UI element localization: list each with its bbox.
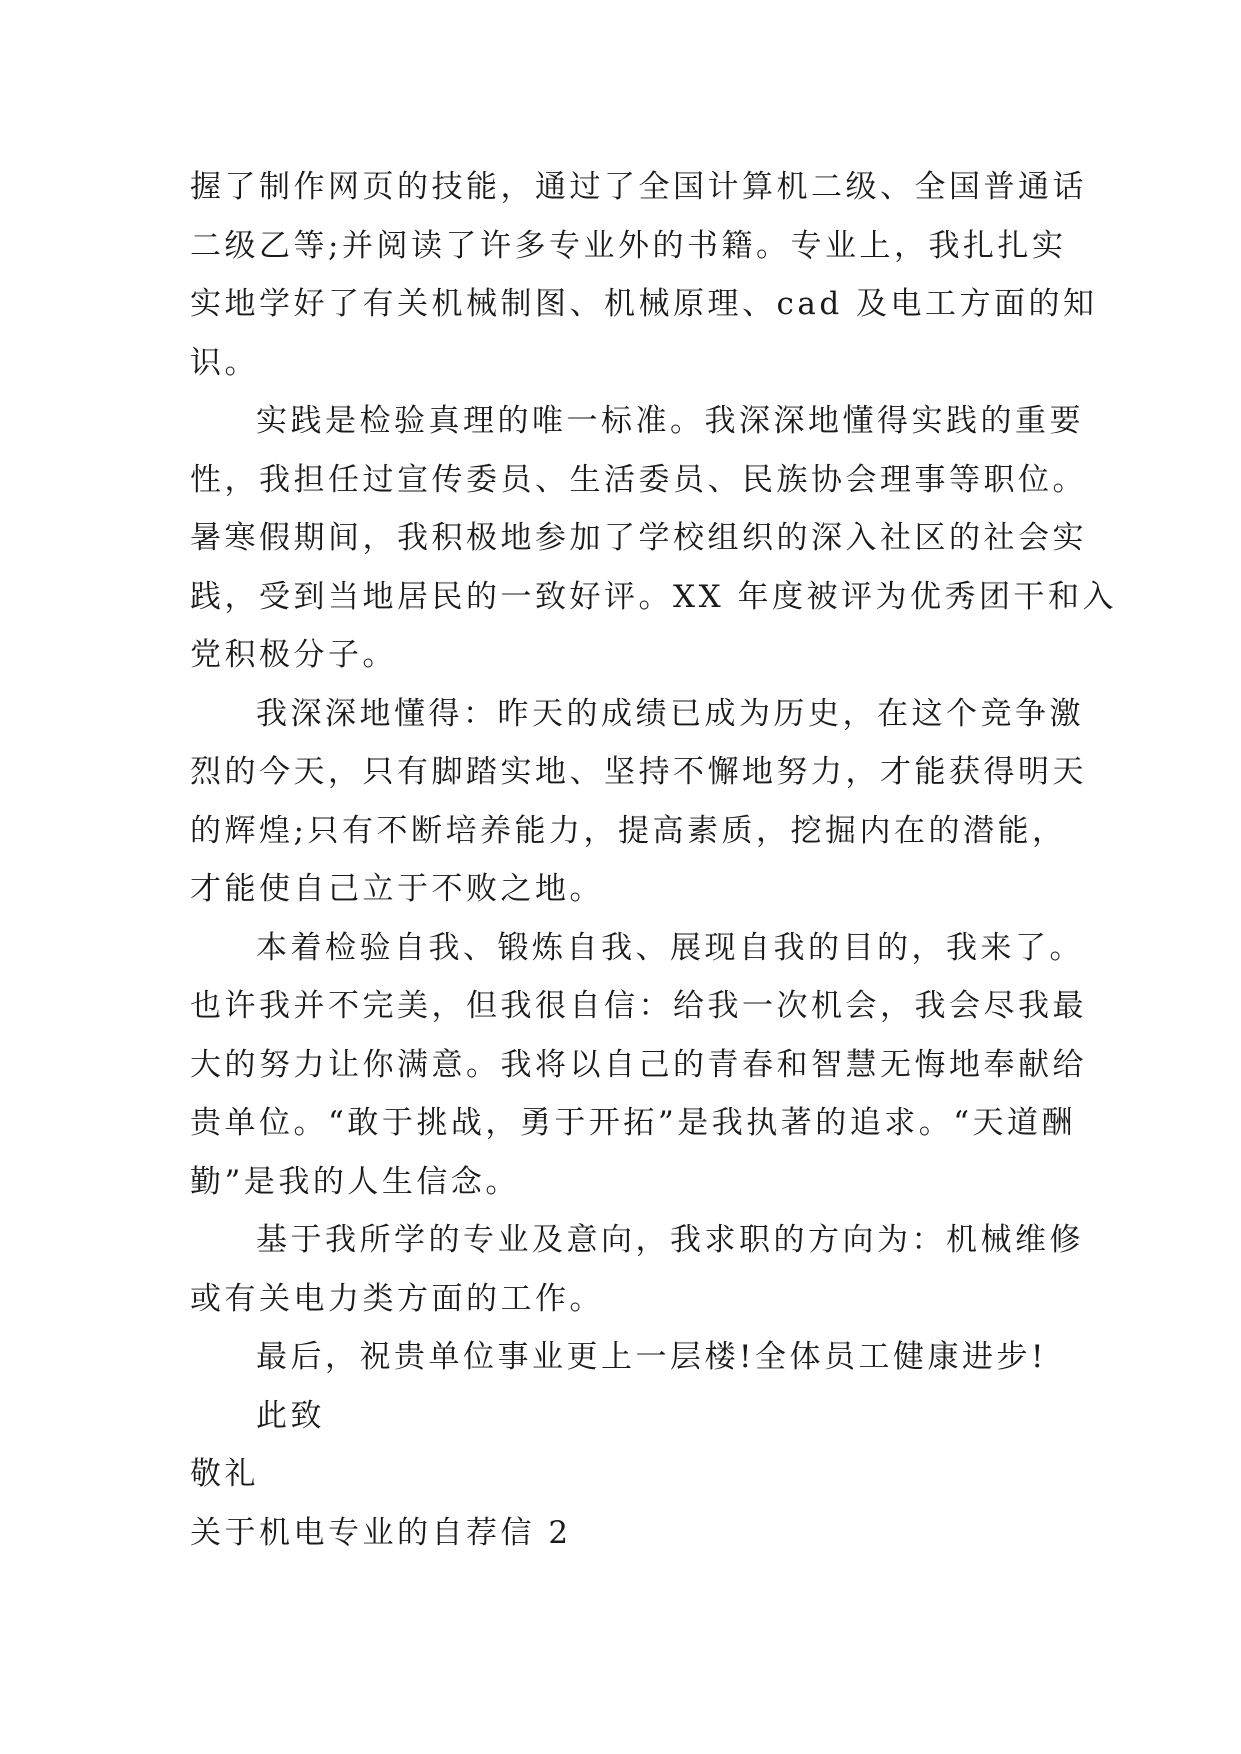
next-section-title	[190, 1504, 1070, 1563]
text-line: 基于我所学的专业及意向，我求职的方向为：机械维修	[256, 1222, 1084, 1258]
text-line: 本着检验自我、锻炼自我、展现自我的目的，我来了。	[256, 929, 1084, 966]
text-line: 实地学好了有关机械制图、机械原理、cad 及电工方面的知	[190, 286, 1098, 322]
text-line: 大的努力让你满意。我将以自己的青春和智慧无悔地奉献给	[190, 1046, 1087, 1083]
text-line: 烈的今天，只有脚踏实地、坚持不懈地努力，才能获得明天	[190, 754, 1087, 790]
closing-salutation	[190, 1387, 1070, 1446]
text-line: 识。	[190, 344, 259, 381]
closing-regards	[190, 1445, 1070, 1504]
text-line: 才能使自己立于不败之地。	[190, 871, 604, 907]
text-line: 践，受到当地居民的一致好评。XX 年度被评为优秀团干和入	[190, 578, 1117, 615]
paragraph-understanding	[190, 685, 1087, 919]
text-line: 敬礼	[190, 1456, 259, 1492]
paragraph-job-direction	[190, 1211, 1084, 1328]
paragraph-purpose	[190, 919, 1087, 1212]
text-line: 最后，祝贵单位事业更上一层楼!全体员工健康进步!	[256, 1339, 1047, 1375]
text-line: 暑寒假期间，我积极地参加了学校组织的深入社区的社会实	[190, 520, 1087, 556]
text-line: 我深深地懂得：昨天的成绩已成为历史，在这个竞争激	[256, 695, 1084, 732]
text-line: 党积极分子。	[190, 637, 397, 673]
paragraph-skills	[190, 158, 1098, 392]
text-line: 的辉煌;只有不断培养能力，提高素质，挖掘内在的潜能，	[190, 812, 1067, 849]
text-line: 关于机电专业的自荐信 2	[190, 1514, 572, 1551]
text-line: 也许我并不完美，但我很自信：给我一次机会，我会尽我最	[190, 988, 1087, 1024]
paragraph-practice	[190, 392, 1117, 685]
text-line: 二级乙等;并阅读了许多专业外的书籍。专业上，我扎扎实	[190, 227, 1067, 264]
text-line: 贵单位。“敢于挑战，勇于开拓”是我执著的追求。“天道酬	[190, 1105, 1077, 1141]
text-line: 勤”是我的人生信念。	[190, 1163, 520, 1200]
text-line: 性，我担任过宣传委员、生活委员、民族协会理事等职位。	[190, 461, 1087, 498]
text-line: 或有关电力类方面的工作。	[190, 1280, 604, 1317]
text-line: 此致	[256, 1397, 325, 1434]
text-line: 实践是检验真理的唯一标准。我深深地懂得实践的重要	[256, 403, 1084, 439]
text-line: 握了制作网页的技能，通过了全国计算机二级、全国普通话	[190, 169, 1087, 205]
paragraph-wishes	[190, 1328, 1070, 1387]
document-body	[190, 158, 1117, 1562]
